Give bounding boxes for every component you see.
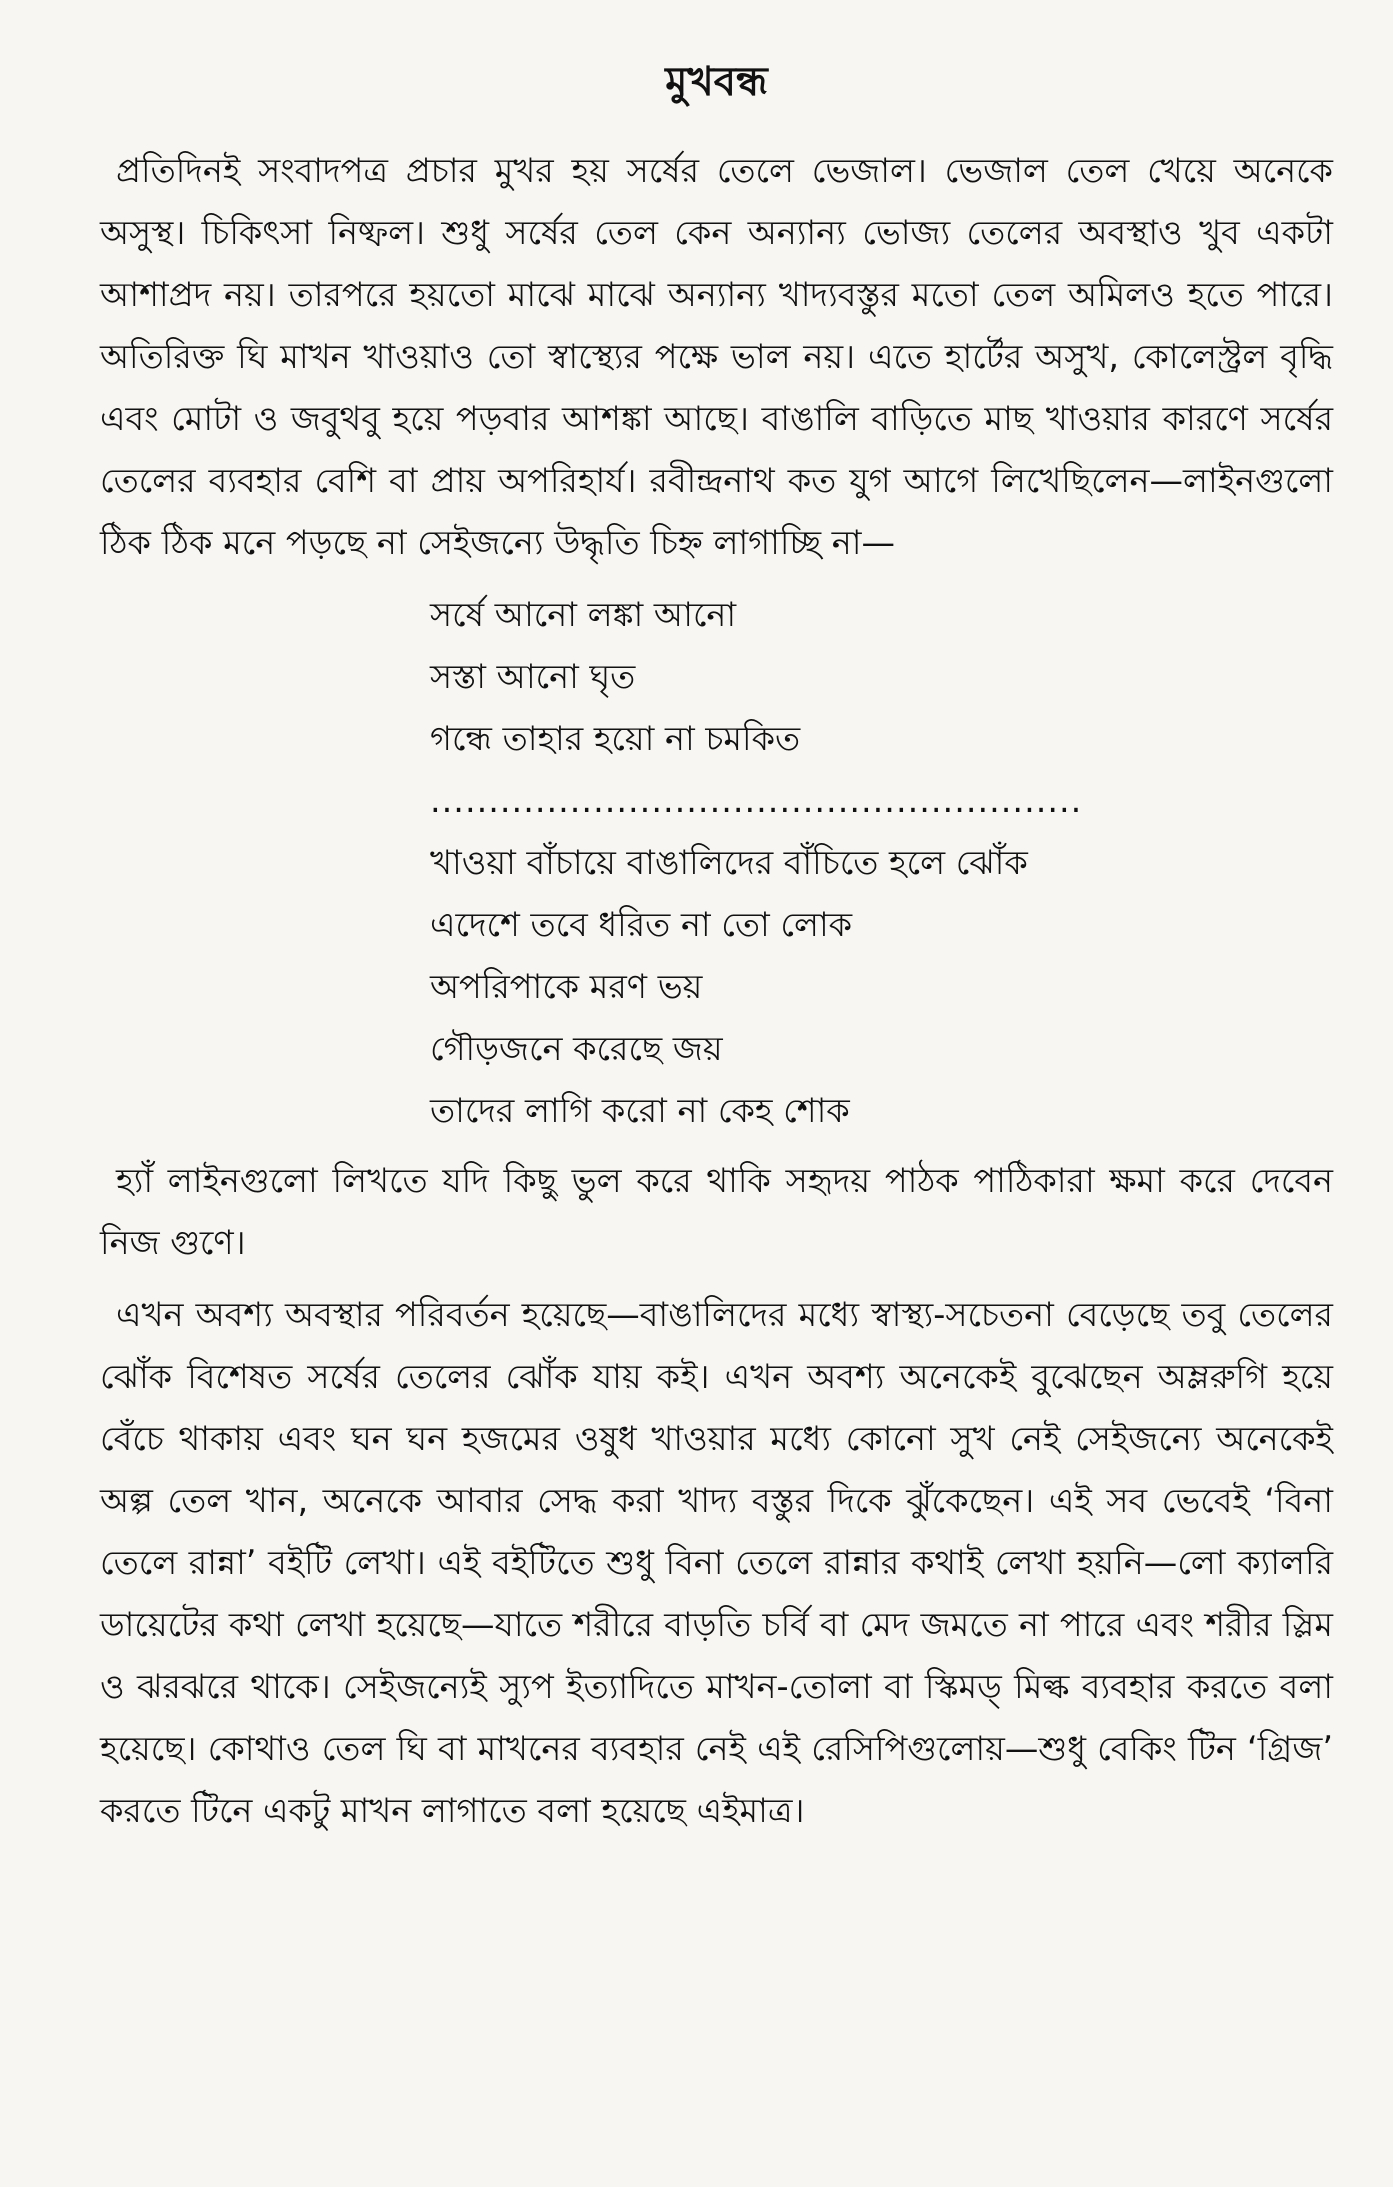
paragraph-intro-text: প্রতিদিনই সংবাদপত্র প্রচার মুখর হয় সর্ষের তেলে ভেজাল। ভেজাল তেল খেয়ে অনেকে অসুস্থ। চিকিৎসা নিষ্ফল। শুধু সর্ষের তেল কেন অন্যান্য ভোজ্য তেলের অবস্থাও খুব একটা আশাপ্রদ নয়। তারপরে হয়তো মাঝে মাঝে অন্যান্য খাদ্যবস্তুর মতো তেল অমিলও হতে পারে। অতিরিক্ত ঘি মাখন খাওয়াও তো স্বাস্থ্যের পক্ষে ভাল নয়। এতে হার্টের অসুখ, কোলেস্ট্রল বৃদ্ধি এবং মোটা ও জবুথবু হয়ে পড়বার আশঙ্কা আছে। বাঙালি বাড়িতে মাছ খাওয়ার কারণে সর্ষের তেলের ব্যবহার বেশি বা প্রায় অপরিহার্য। রবীন্দ্রনাথ কত যুগ আগে লিখেছিলেন—লাইনগুলো ঠিক ঠিক মনে পড়ছে না সেইজন্যে উদ্ধৃতি চিহ্ন লাগাচ্ছি না—	[100, 151, 1333, 562]
paragraph-intro	[100, 140, 1333, 574]
paragraph-body	[100, 1284, 1333, 1842]
poem-line: অপরিপাকে মরণ ভয়	[430, 967, 703, 1006]
poem-separator: ........................................................	[430, 781, 1083, 820]
paragraph-apology	[100, 1150, 1333, 1274]
poem-line: গন্ধে তাহার হয়ো না চমকিত	[430, 719, 801, 758]
page-title: মুখবন্ধ	[665, 59, 768, 105]
poem-line: সর্ষে আনো লঙ্কা আনো	[430, 595, 737, 634]
poem-line: গৌড়জনে করেছে জয়	[430, 1029, 723, 1068]
poem-quote	[430, 584, 1333, 1142]
paragraph-apology-text: হ্যাঁ লাইনগুলো লিখতে যদি কিছু ভুল করে থাকি সহৃদয় পাঠক পাঠিকারা ক্ষমা করে দেবেন নিজ গুণে।	[100, 1161, 1333, 1262]
poem-line: সস্তা আনো ঘৃত	[430, 657, 636, 696]
poem-line: এদেশে তবে ধরিত না তো লোক	[430, 905, 853, 944]
poem-line: তাদের লাগি করো না কেহ শোক	[430, 1091, 850, 1130]
poem-line: খাওয়া বাঁচায়ে বাঙালিদের বাঁচিতে হলে ঝোঁক	[430, 843, 1028, 882]
paragraph-body-text: এখন অবশ্য অবস্থার পরিবর্তন হয়েছে—বাঙালিদের মধ্যে স্বাস্থ্য-সচেতনা বেড়েছে তবু তেলের ঝোঁক বিশেষত সর্ষের তেলের ঝোঁক যায় কই। এখন অবশ্য অনেকেই বুঝেছেন অম্লরুগি হয়ে বেঁচে থাকায় এবং ঘন ঘন হজমের ওষুধ খাওয়ার মধ্যে কোনো সুখ নেই সেইজন্যে অনেকেই অল্প তেল খান, অনেকে আবার সেদ্ধ করা খাদ্য বস্তুর দিকে ঝুঁকেছেন। এই সব ভেবেই ‘বিনা তেলে রান্না’ বইটি লেখা। এই বইটিতে শুধু বিনা তেলে রান্নার কথাই লেখা হয়নি—লো ক্যালরি ডায়েটের কথা লেখা হয়েছে—যাতে শরীরে বাড়তি চর্বি বা মেদ জমতে না পারে এবং শরীর স্লিম ও ঝরঝরে থাকে। সেইজন্যেই স্যুপ ইত্যাদিতে মাখন-তোলা বা স্কিমড্ মিল্ক ব্যবহার করতে বলা হয়েছে। কোথাও তেল ঘি বা মাখনের ব্যবহার নেই এই রেসিপিগুলোয়—শুধু বেকিং টিন ‘গ্রিজ’ করতে টিনে একটু মাখন লাগাতে বলা হয়েছে এইমাত্র।	[100, 1295, 1333, 1830]
